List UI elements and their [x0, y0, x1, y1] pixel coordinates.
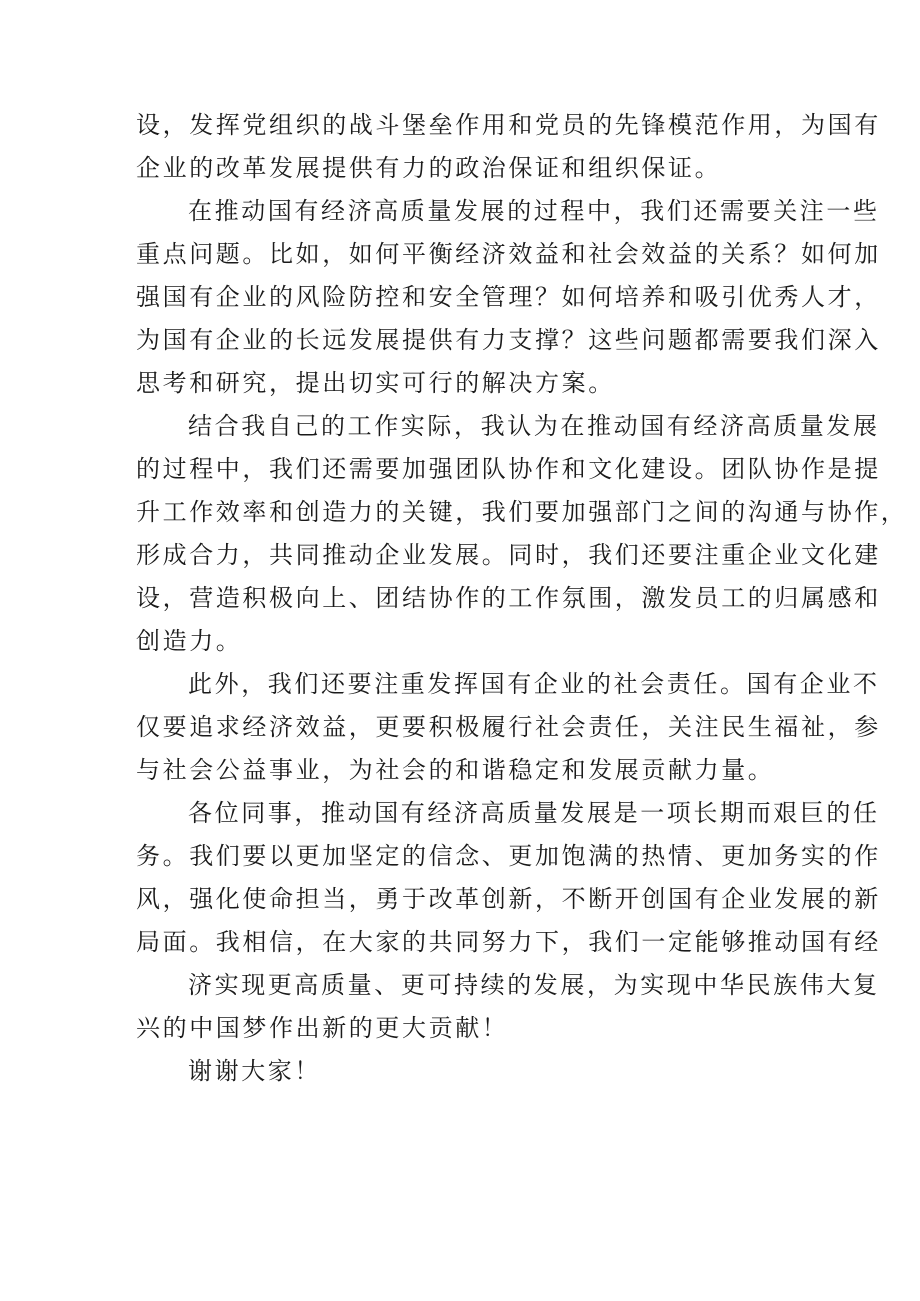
text-line: 形成合力，共同推动企业发展。同时，我们还要注重企业文化建 [136, 541, 881, 569]
text-line: 局面。我相信，在大家的共同努力下，我们一定能够推动国有经 [136, 928, 881, 956]
text-line: 各位同事，推动国有经济高质量发展是一项长期而艰巨的任 [188, 799, 880, 827]
text-line: 兴的中国梦作出新的更大贡献！ [136, 1014, 509, 1042]
text-line: 升工作效率和创造力的关键，我们要加强部门之间的沟通与协作， [136, 498, 908, 526]
text-line: 设，发挥党组织的战斗堡垒作用和党员的先锋模范作用，为国有 [136, 111, 881, 139]
text-line: 为国有企业的长远发展提供有力支撑？这些问题都需要我们深入 [136, 326, 881, 354]
text-line: 在推动国有经济高质量发展的过程中，我们还需要关注一些 [188, 197, 880, 225]
text-line: 此外，我们还要注重发挥国有企业的社会责任。国有企业不 [188, 670, 880, 698]
text-line: 谢谢大家！ [188, 1057, 321, 1085]
text-line: 结合我自己的工作实际，我认为在推动国有经济高质量发展 [188, 412, 880, 440]
text-line: 重点问题。比如，如何平衡经济效益和社会效益的关系？如何加 [136, 240, 881, 268]
text-line: 创造力。 [136, 627, 243, 655]
text-line: 设，营造积极向上、团结协作的工作氛围，激发员工的归属感和 [136, 584, 881, 612]
text-line: 风，强化使命担当，勇于改革创新，不断开创国有企业发展的新 [136, 885, 881, 913]
text-line: 企业的改革发展提供有力的政治保证和组织保证。 [136, 154, 722, 182]
text-line: 强国有企业的风险防控和安全管理？如何培养和吸引优秀人才， [136, 283, 881, 311]
text-line: 与社会公益事业，为社会的和谐稳定和发展贡献力量。 [136, 756, 775, 784]
text-line: 的过程中，我们还需要加强团队协作和文化建设。团队协作是提 [136, 455, 881, 483]
text-line: 务。我们要以更加坚定的信念、更加饱满的热情、更加务实的作 [136, 842, 881, 870]
text-line: 济实现更高质量、更可持续的发展，为实现中华民族伟大复 [188, 971, 880, 999]
text-line: 思考和研究，提出切实可行的解决方案。 [136, 369, 615, 397]
document-body [136, 104, 908, 1093]
text-line: 仅要追求经济效益，更要积极履行社会责任，关注民生福祉，参 [136, 713, 881, 741]
